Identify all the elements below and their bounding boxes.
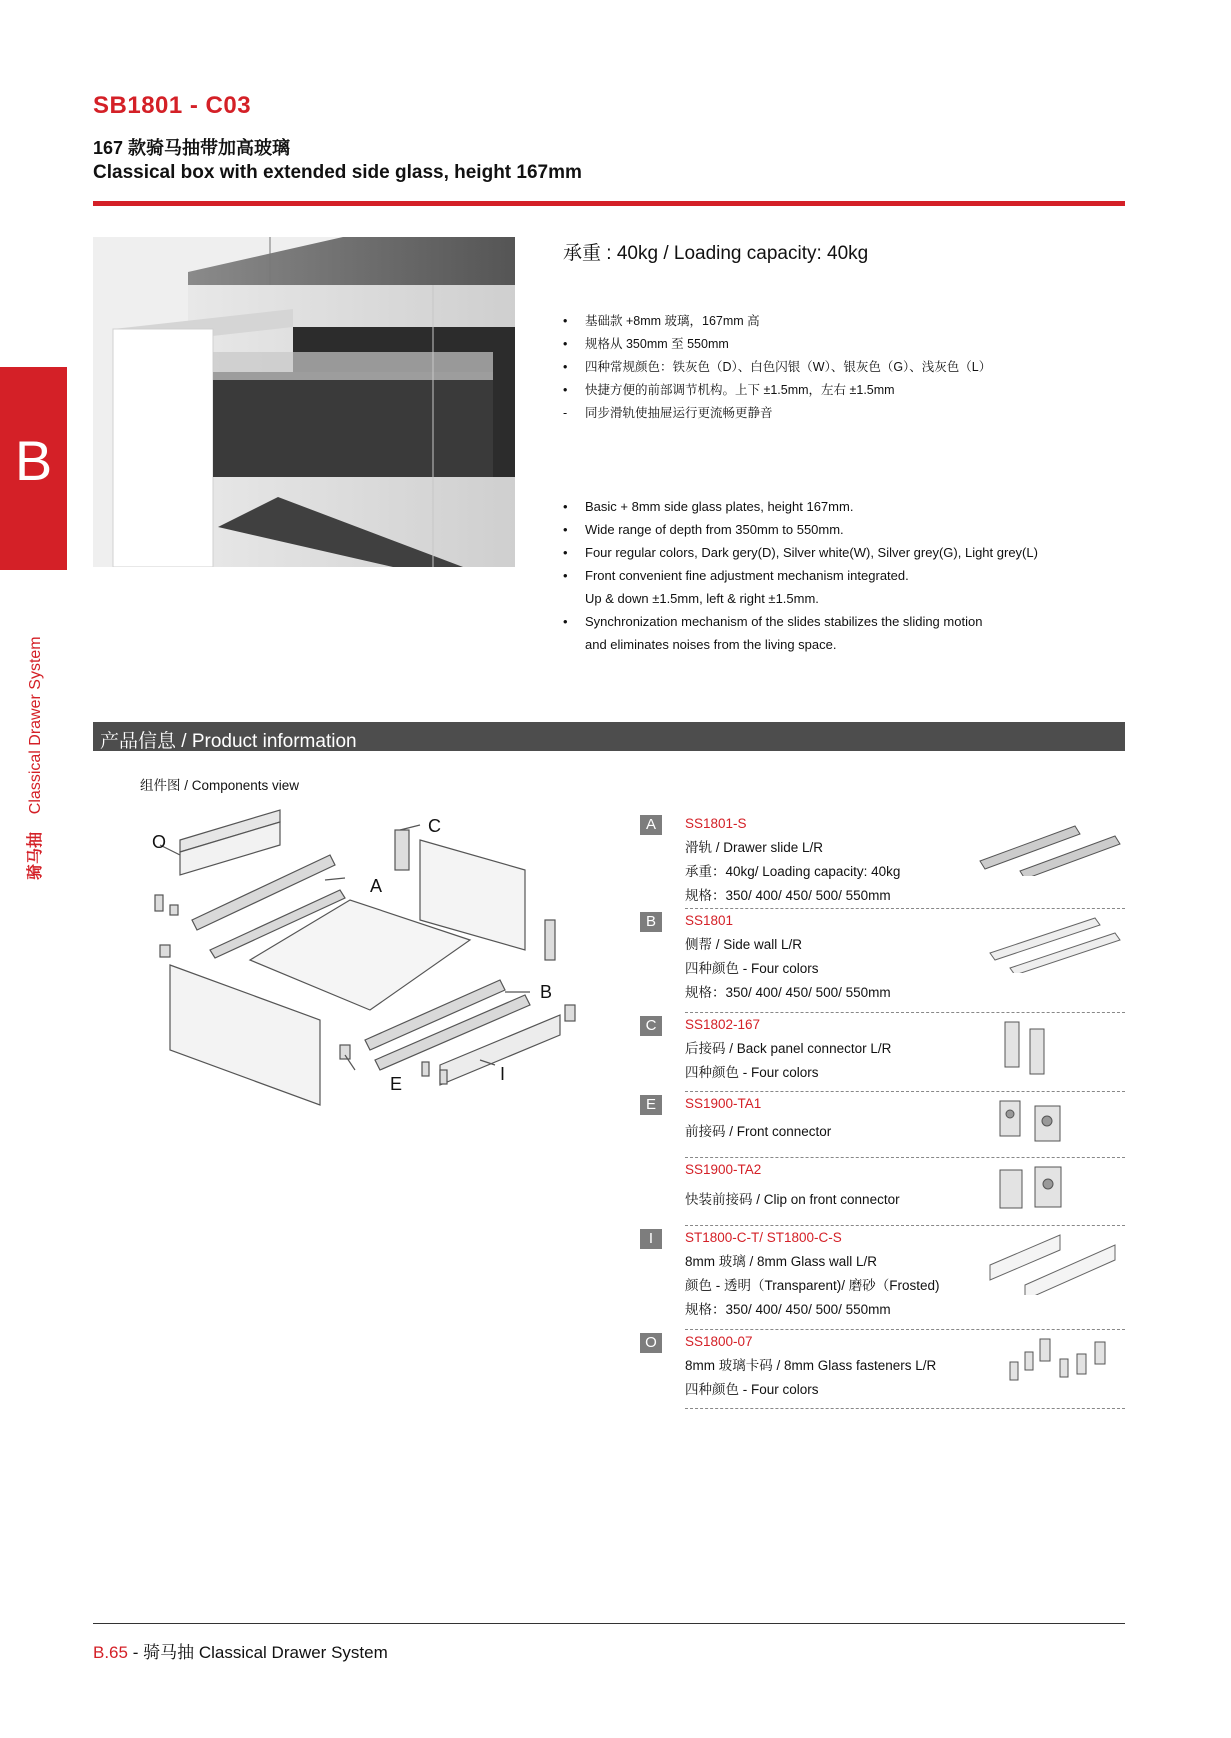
footer-rule [93,1623,1125,1624]
front-connector-image [995,1096,1085,1151]
bullet-en-item: • Front convenient fine adjustment mechanism integrated. [563,568,909,583]
component-row [645,812,1125,909]
bullet-en-item: • Synchronization mechanism of the slides stabilizes the sliding motion [563,614,983,629]
bullet-cn-item: • 基础款 +8mm 玻璃，167mm 高 [563,314,760,328]
component-line: 滑轨 / Drawer slide L/R [685,840,824,855]
component-row [648,1226,1125,1330]
glass-wall-image [985,1230,1125,1295]
component-line: 颜色 - 透明（Transparent)/ 磨砂（Frosted) [685,1278,940,1293]
component-line: 规格：350/ 400/ 450/ 500/ 550mm [685,888,891,903]
components-view-label: 组件图 / Components view [140,778,300,793]
component-row [645,1092,1125,1158]
product-title-en: Classical box with extended side glass, height 167mm [93,162,582,183]
component-line: 快装前接码 / Clip on front connector [685,1192,900,1207]
diagram-label-a: A [370,876,383,896]
component-line: 8mm 玻璃 / 8mm Glass wall L/R [685,1254,878,1269]
page-footer [93,1638,388,1663]
footer-text: 骑马抽 Classical Drawer System [143,1643,388,1662]
component-row [685,1158,1125,1226]
diagram-label-e: E [390,1074,403,1094]
component-code: SS1900-TA1 [685,1096,762,1111]
component-badge: B [640,912,662,932]
product-code-title: SB1801 - C03 [93,92,252,119]
header-rule [93,201,1125,206]
diagram-label-i: I [500,1064,506,1084]
component-code: SS1801-S [685,816,747,831]
components-diagram [140,800,610,1130]
component-row [645,1013,1125,1092]
component-badge: I [640,1229,662,1249]
component-code: SS1900-TA2 [685,1162,762,1177]
component-code: SS1800-07 [685,1334,753,1349]
component-badge: E [640,1095,662,1115]
glass-fastener-image [1005,1334,1115,1389]
bullet-en-continuation: and eliminates noises from the living space. [585,637,837,652]
bullet-cn-item: • 快捷方便的前部调节机构。上下 ±1.5mm，左右 ±1.5mm [563,383,895,397]
component-line: 后接码 / Back panel connector L/R [685,1041,892,1056]
component-badge: A [640,815,662,835]
bullet-en-item: • Wide range of depth from 350mm to 550mm. [563,522,844,537]
bullet-cn-item: • 规格从 350mm 至 550mm [563,337,729,351]
bullet-en-item: • Basic + 8mm side glass plates, height 167mm. [563,499,854,514]
component-line: 前接码 / Front connector [685,1124,832,1139]
component-line: 8mm 玻璃卡码 / 8mm Glass fasteners L/R [685,1358,937,1373]
component-line: 规格：350/ 400/ 450/ 500/ 550mm [685,1302,891,1317]
drawer-slide-image [975,816,1125,876]
loading-capacity: 承重 : 40kg / Loading capacity: 40kg [563,243,869,264]
page-number: B.65 [93,1643,128,1662]
section-label-en: Classical Drawer System [27,636,44,815]
component-badge: O [640,1333,662,1353]
component-code: ST1800-C-T/ ST1800-C-S [685,1230,842,1245]
diagram-label-b: B [540,982,553,1002]
component-line: 四种颜色 - Four colors [685,1382,819,1397]
section-letter: B [14,429,53,492]
bullet-en-continuation: Up & down ±1.5mm, left & right ±1.5mm. [585,591,819,606]
bullet-cn-item: • 四种常规颜色：铁灰色（D）、白色闪银（W）、银灰色（G）、浅灰色（L） [563,360,992,374]
side-wall-image [985,913,1125,973]
bullet-cn-item: - 同步滑轨使抽屉运行更流畅更静音 [563,406,773,420]
clip-front-connector-image [995,1162,1085,1217]
component-line: 承重：40kg/ Loading capacity: 40kg [685,864,901,879]
product-info-title: 产品信息 / Product information [100,731,357,752]
section-label [22,636,45,880]
component-code: SS1802-167 [685,1017,761,1032]
bullets-en [563,495,1123,656]
section-label-cn: 骑马抽 [27,831,44,880]
component-row [645,909,1125,1013]
bullets-cn [563,310,1123,425]
component-row [645,1330,1125,1409]
product-photo [93,237,515,567]
product-title-cn: 167 款骑马抽带加高玻璃 [93,138,291,158]
component-line: 四种颜色 - Four colors [685,1065,819,1080]
component-line: 四种颜色 - Four colors [685,961,819,976]
back-connector-image [995,1017,1085,1077]
component-badge: C [640,1016,662,1036]
components-list [640,812,1125,1409]
component-line: 侧帮 / Side wall L/R [685,937,803,952]
component-code: SS1801 [685,913,734,928]
diagram-label-o: O [152,832,167,852]
footer-separator: - [127,1643,144,1662]
component-line: 规格：350/ 400/ 450/ 500/ 550mm [685,985,891,1000]
bullet-en-item: • Four regular colors, Dark gery(D), Silver white(W), Silver grey(G), Light grey(L) [563,545,1038,560]
diagram-label-c: C [428,816,441,836]
